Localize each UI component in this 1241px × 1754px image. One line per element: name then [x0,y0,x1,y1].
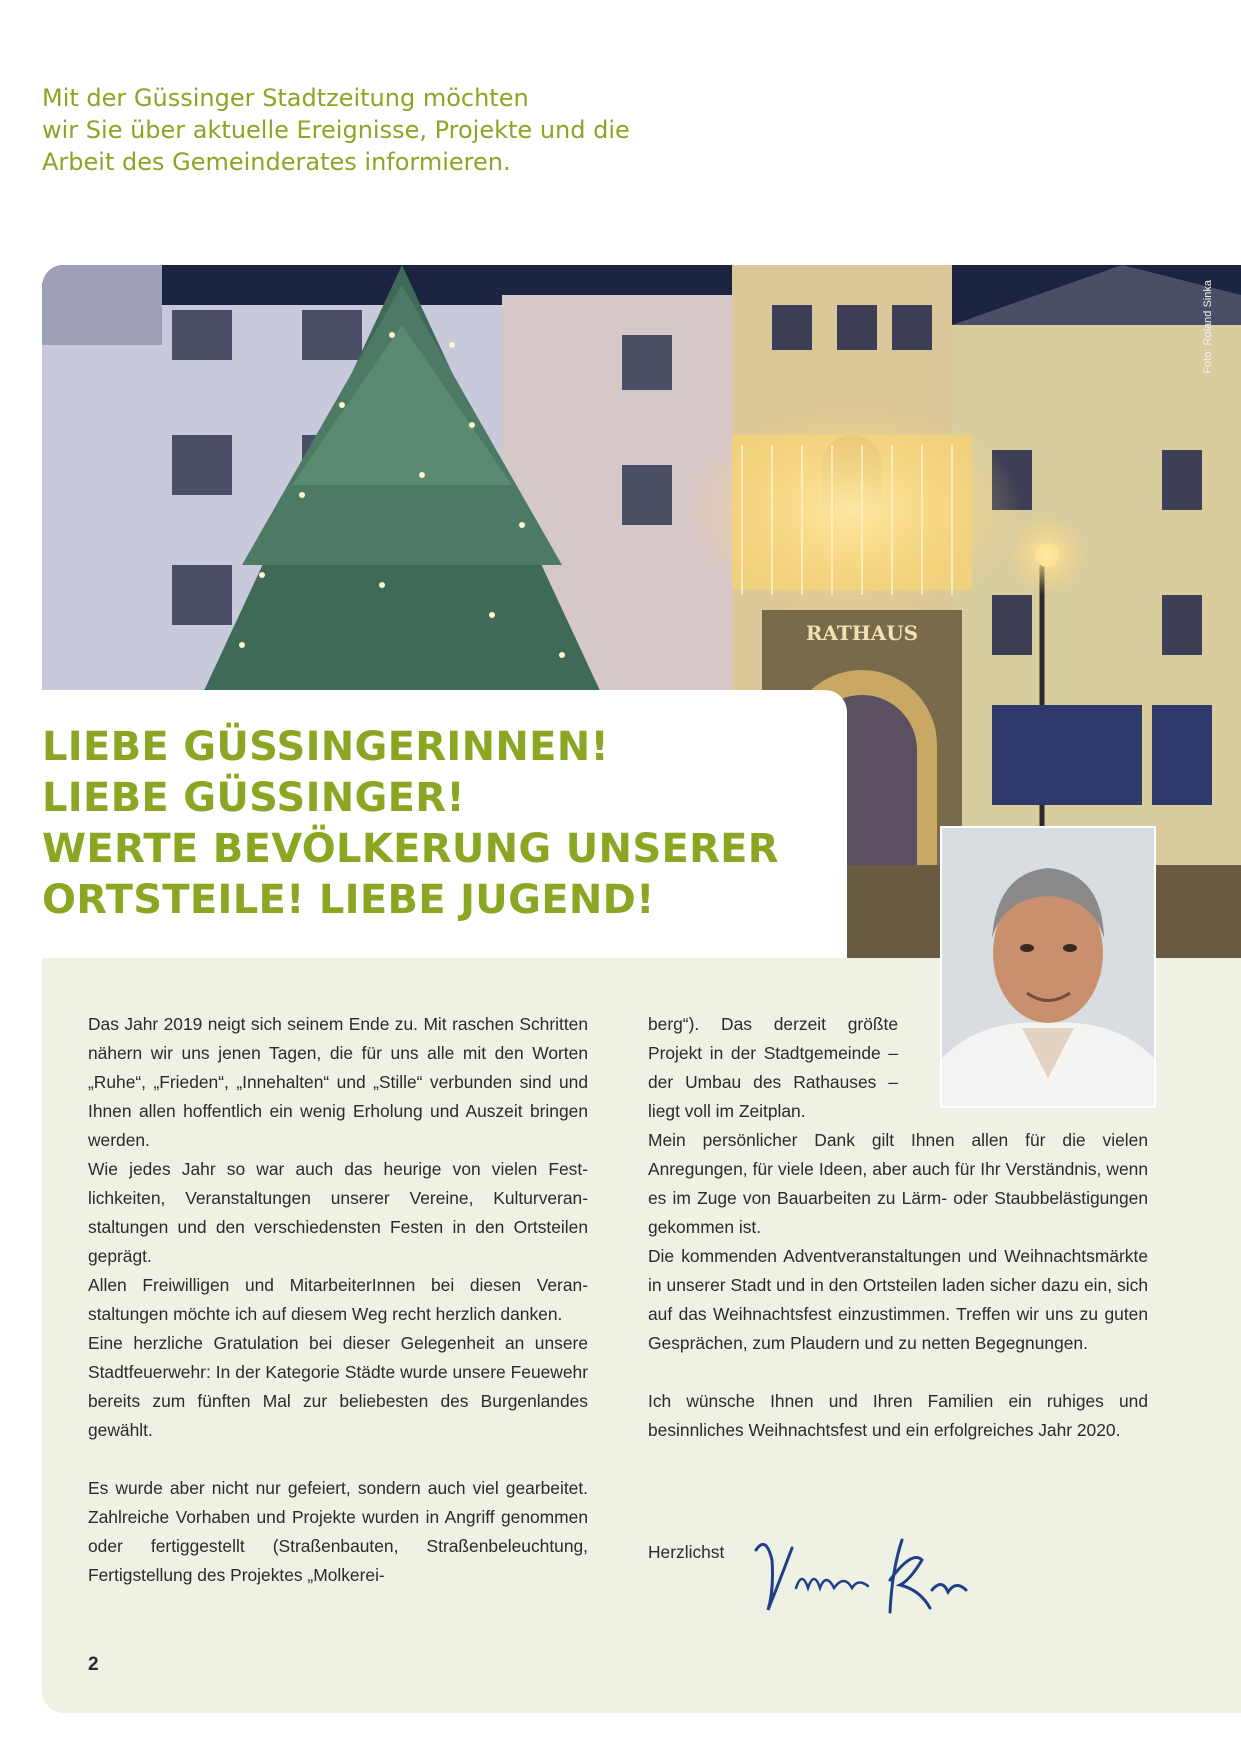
paragraph: Die kommenden Adventveranstaltungen und Weihnachtsmärkte in unserer Stadt und in den Ortsteilen laden sicher dazu ein, sich auf das Weihnachtsfest einzustimmen. Treffen wir uns zu guten Gesprächen, zum Plaudern und zu netten Begegnungen. [648,1246,1148,1353]
page-title [42,722,842,926]
intro-line: Arbeit des Gemeinderates informieren. [42,148,511,176]
letter-column-left [88,1010,588,1590]
intro-line: wir Sie über aktuelle Ereignisse, Projekte und die [42,116,630,144]
closing-row [648,1538,724,1567]
headline-line: LIEBE GÜSSINGER! [42,775,465,821]
paragraph: Das Jahr 2019 neigt sich seinem Ende zu. Mit raschen Schritten nähern wir uns jenen Tagen, die für uns alle mit den Worten „Ruhe“, „Frieden“, „Innehalten“ und „Stille“ verbunden sind und Ihnen allen hoffentlich ein wenig Erholung und Auszeit bringen werden. [88,1014,588,1150]
photo-credit: Foto: Roland Sinka [1202,280,1214,374]
headline-line: LIEBE GÜSSINGERINNEN! [42,724,610,770]
paragraph: berg“). Das derzeit größte Projekt in der Stadtgemeinde – der Umbau des Rathauses – liegt voll im Zeitplan. [648,1014,898,1121]
paragraph: Eine herzliche Gratulation bei dieser Gelegenheit an unsere Stadtfeuerwehr: In der Kategorie Städte wurde unsere Feuewehr bereits zum fünften Mal zur beliebesten des Burgenlandes gewählt. [88,1333,588,1440]
intro-line: Mit der Güssinger Stadtzeitung möchten [42,84,529,112]
paragraph: Ich wünsche Ihnen und Ihren Familien ein ruhiges und besinnliches Weihnachtsfest und ein erfolgreiches Jahr 2020. [648,1391,1148,1440]
signature-image [752,1530,972,1620]
headline-line: WERTE BEVÖLKERUNG UNSERER [42,826,779,872]
paragraph: Wie jedes Jahr so war auch das heurige von vielen Festlichkeiten, Veranstaltungen unserer Vereine, Kulturveranstaltungen und den verschiedensten Festen in den Ortsteilen geprägt. [88,1159,588,1266]
page-number: 2 [88,1654,99,1675]
closing-text: Herzlichst [648,1542,725,1562]
paragraph: Es wurde aber nicht nur gefeiert, sondern auch viel gearbeitet. Zahlreiche Vorhaben und Projekte wurden in Angriff genommen oder fertiggestellt (Straßenbauten, Straßenbeleuchtung, Fertigstellung des Projektes „Molkerei- [88,1478,588,1585]
letter-column-right [648,1010,1148,1445]
intro-text [42,82,682,178]
paragraph: Mein persönlicher Dank gilt Ihnen allen für die vielen Anregungen, für viele Ideen, aber auch für Ihr Verständnis, wenn es im Zuge von Bauarbeiten zu Lärm- oder Staubbelästigungen gekommen ist. [648,1130,1148,1237]
rathaus-sign: RATHAUS [805,621,919,645]
headline-line: ORTSTEILE! LIEBE JUGEND! [42,877,655,923]
paragraph: Allen Freiwilligen und MitarbeiterInnen bei diesen Veranstaltungen möchte ich auf diesem Weg recht herzlich danken. [88,1275,588,1324]
